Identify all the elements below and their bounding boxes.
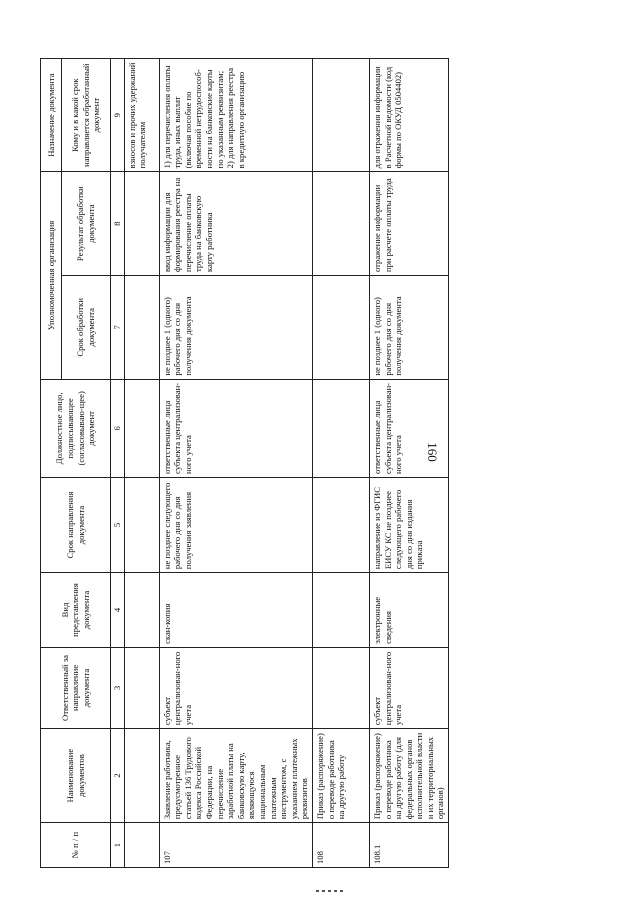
row-result <box>312 172 369 276</box>
colnum-3: 3 <box>111 647 125 728</box>
column-numbers-row <box>111 59 125 868</box>
document-table <box>40 58 449 868</box>
header-form: Вид представления документа <box>41 573 111 648</box>
row-name: Заявление работника, предусмотренное статьей 136 Трудового кодекса Российской Федерации, на перечисление заработной платы на банковскую карту, являющуюся национальным платежным инструментом, с указанием платежных реквизитов <box>159 729 312 823</box>
row-destination <box>312 59 369 172</box>
row-num: 108.1 <box>369 823 448 868</box>
row-num: 108 <box>312 823 369 868</box>
header-destination: Кому и в какой срок направляется обработанный документ <box>62 59 111 172</box>
table-row <box>159 59 312 868</box>
scan-artifact <box>316 890 344 892</box>
colnum-7: 7 <box>111 276 125 380</box>
colnum-4: 4 <box>111 573 125 648</box>
row-responsible <box>312 647 369 728</box>
row-deadline <box>312 477 369 572</box>
row-name: Приказ (распоряжение) о переводе работника на другую работу <box>312 729 369 823</box>
row-result: отражение информации при расчете оплаты труда <box>369 172 448 276</box>
row-result: ввод информации для формирования реестра на перечисление оплаты труда на банковскую карту работника <box>159 172 312 276</box>
header-group-org: Уполномоченная организация <box>41 172 62 379</box>
header-deadline: Срок направления документа <box>41 477 111 572</box>
header-proc-time: Срок обработки документа <box>62 276 111 380</box>
table-row <box>369 59 448 868</box>
row-deadline: не позднее следующего рабочего дня со дня получения заявления <box>159 477 312 572</box>
header-result: Результат обработки документа <box>62 172 111 276</box>
colnum-8: 8 <box>111 172 125 276</box>
header-num: № п / п <box>41 823 111 868</box>
row-num: 107 <box>159 823 312 868</box>
table-row <box>312 59 369 868</box>
header-name: Наименование документов <box>41 729 111 823</box>
continuation-row <box>124 59 159 868</box>
row-official: ответственные лица субъекта централизован-ного учета <box>159 379 312 477</box>
row-responsible: субъект централизован-ного учета <box>159 647 312 728</box>
row-responsible: субъект централизован-ного учета <box>369 647 448 728</box>
row-destination: для отражения информации в Расчетной ведомости (код формы по ОКУД 0504402) <box>369 59 448 172</box>
row-proc-time: не позднее 1 (одного) рабочего дня со дня получения документа <box>159 276 312 380</box>
header-official: Должностное лицо, подписывающее (согласовываю-щее) документ <box>41 379 111 477</box>
rotated-table-container <box>40 58 528 868</box>
page-number: 160 <box>425 442 440 462</box>
row-name: Приказ (распоряжение) о переводе работника на другую работу (для федеральных органов исполнительной власти и их территориальных органов) <box>369 729 448 823</box>
header-group-dest: Назначение документа <box>41 59 62 172</box>
row-deadline: направление из ФГИС ЕИСУ КС не позднее следующего рабочего дня со дня издания приказа <box>369 477 448 572</box>
header-responsible: Ответственный за направление документа <box>41 647 111 728</box>
colnum-1: 1 <box>111 823 125 868</box>
row-proc-time: не позднее 1 (одного) рабочего дня со дня получения документа <box>369 276 448 380</box>
row-form <box>312 573 369 648</box>
row-official <box>312 379 369 477</box>
row-proc-time <box>312 276 369 380</box>
continuation-text: взносов и прочих удержаний получателям <box>124 59 159 172</box>
colnum-9: 9 <box>111 59 125 172</box>
colnum-5: 5 <box>111 477 125 572</box>
colnum-6: 6 <box>111 379 125 477</box>
header-row-1 <box>41 59 62 868</box>
row-destination: 1) для перечисления оплаты труда, иных выплат (включая пособие по временной нетрудоспособ-ности на банковские карты по указанным реквизитам; 2) для направления реестра в кредитную организацию <box>159 59 312 172</box>
colnum-2: 2 <box>111 729 125 823</box>
row-form: скан-копия <box>159 573 312 648</box>
row-form: электронные сведения <box>369 573 448 648</box>
row-official: ответственные лица субъекта централизован-ного учета <box>369 379 448 477</box>
